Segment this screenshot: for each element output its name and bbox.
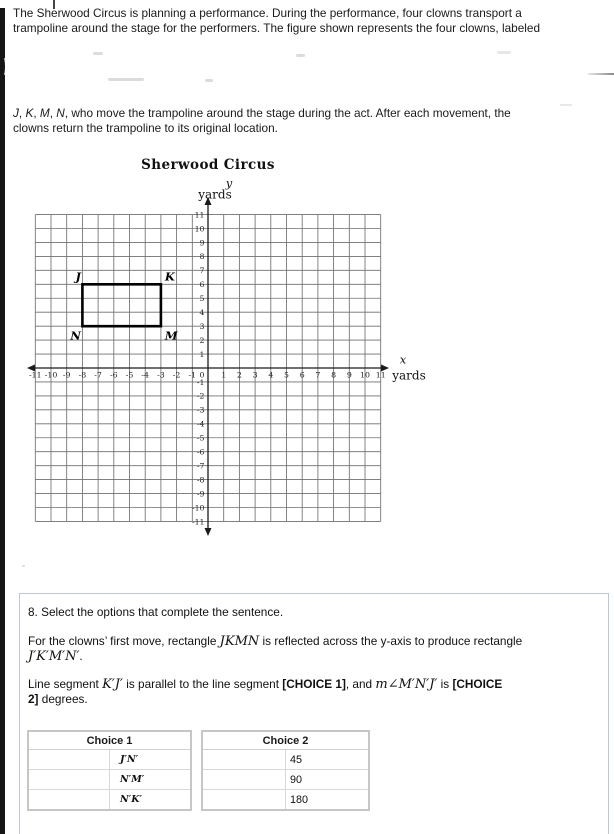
scan-artifact xyxy=(22,565,25,567)
scan-artifact xyxy=(296,54,305,57)
intro-paragraph-2: J, K, M, N, who move the trampoline around the stage during the act. After each movement, the clowns return the trampoline to its original location. xyxy=(13,106,511,135)
x-tick-label: -8 xyxy=(78,370,87,380)
y-tick-label: -5 xyxy=(196,433,205,443)
y-tick-label: 4 xyxy=(199,308,205,317)
x-tick-label: 2 xyxy=(236,370,242,380)
axis-arrow-down xyxy=(205,528,212,536)
y-tick-label: 7 xyxy=(199,266,205,276)
x-tick-label: -3 xyxy=(157,370,165,380)
question-panel xyxy=(19,593,609,834)
y-tick-label: 11 xyxy=(194,210,205,220)
y-tick-label: 5 xyxy=(199,294,205,304)
x-tick-label: -9 xyxy=(62,370,71,380)
x-tick-label: 7 xyxy=(315,370,321,380)
question-sentence-2: Line segment K′J′ is parallel to the line segment [CHOICE 1], and m∠M′N′J′ is [CHOICE 2] degrees. xyxy=(28,677,503,706)
x-tick-label: 4 xyxy=(268,370,274,380)
x-tick-label: 10 xyxy=(360,370,370,380)
choice-table-header: Choice 2 xyxy=(202,731,369,750)
x-axis-label-unit: yards xyxy=(392,368,426,383)
choice-row[interactable] xyxy=(28,790,191,811)
x-tick-label: 3 xyxy=(252,370,258,380)
option-label[interactable]: J′N′ xyxy=(110,750,192,770)
scan-artifact xyxy=(93,52,103,55)
option-selector-cell[interactable] xyxy=(28,790,110,811)
x-tick-label: -10 xyxy=(44,370,58,380)
y-tick-label: -2 xyxy=(196,391,205,401)
vertex-label-M: M xyxy=(164,328,178,343)
trampoline-rectangle xyxy=(82,284,160,326)
option-selector-cell[interactable] xyxy=(28,770,110,790)
y-tick-label: 3 xyxy=(199,321,205,331)
y-tick-label: 10 xyxy=(194,224,205,234)
vertex-label-N: N xyxy=(70,328,81,343)
x-tick-label: -7 xyxy=(94,370,102,380)
y-tick-label: -9 xyxy=(196,489,205,499)
x-tick-label: 1 xyxy=(221,370,227,380)
option-selector-cell[interactable] xyxy=(202,790,286,811)
x-tick-label: -11 xyxy=(29,370,42,380)
vertex-label-J: J xyxy=(75,269,81,284)
y-tick-label: -11 xyxy=(191,517,205,527)
vertex-label-K: K xyxy=(164,269,175,284)
y-tick-label: -3 xyxy=(196,405,205,415)
option-label[interactable]: 180 xyxy=(286,790,370,811)
choice-row[interactable] xyxy=(202,750,369,770)
intro-paragraph-1: The Sherwood Circus is planning a performance. During the performance, four clowns transport a trampoline around the stage for the performers. The figure shown represents the four clowns, labeled xyxy=(13,6,541,35)
y-axis-label-var: y xyxy=(225,176,233,190)
x-tick-label: -2 xyxy=(172,370,181,380)
scan-artifact xyxy=(588,73,614,75)
option-label[interactable]: N′K′ xyxy=(110,790,192,811)
y-tick-label: -8 xyxy=(196,475,205,485)
x-tick-label: -5 xyxy=(125,370,134,380)
y-tick-label: 8 xyxy=(199,252,205,262)
y-axis-label-unit: yards xyxy=(198,187,232,202)
x-tick-label: -1 xyxy=(188,370,197,380)
choice-2-table xyxy=(201,730,370,811)
question-sentence-1: For the clowns’ first move, rectangle JKMN is reflected across the y-axis to produce rectangle J′K′M′N′. xyxy=(28,634,523,664)
y-tick-label: -7 xyxy=(196,461,205,471)
option-selector-cell[interactable] xyxy=(202,750,286,770)
x-axis-label-var: x xyxy=(399,352,407,367)
y-tick-label: -1 xyxy=(196,377,205,387)
option-label[interactable]: 90 xyxy=(286,770,370,790)
y-tick-label: -10 xyxy=(191,503,205,513)
x-tick-label: 5 xyxy=(284,370,289,380)
y-tick-label: 1 xyxy=(199,349,205,359)
scan-artifact xyxy=(108,78,144,81)
y-tick-label: -6 xyxy=(196,447,205,457)
figure-title: Sherwood Circus xyxy=(141,157,275,173)
scan-artifact xyxy=(0,58,7,75)
option-label[interactable]: N′M′ xyxy=(110,770,192,790)
x-tick-label: 0 xyxy=(199,370,205,380)
y-tick-label: 9 xyxy=(199,238,205,248)
scan-artifact xyxy=(497,51,511,54)
coordinate-grid-figure xyxy=(26,150,456,550)
choice-row[interactable] xyxy=(28,750,191,770)
choice-table-header: Choice 1 xyxy=(28,731,191,750)
option-label[interactable]: 45 xyxy=(286,750,370,770)
scan-artifact xyxy=(0,0,9,8)
choice-row[interactable] xyxy=(28,770,191,790)
x-tick-label: -6 xyxy=(109,370,118,380)
y-tick-label: -4 xyxy=(196,419,205,429)
choice-1-table xyxy=(27,730,192,811)
x-tick-label: 8 xyxy=(331,370,337,380)
x-tick-label: 11 xyxy=(375,370,386,380)
choice-row[interactable] xyxy=(202,790,369,811)
page-edge-artifact xyxy=(0,0,5,834)
scan-artifact xyxy=(205,79,213,82)
question-prompt: 8. Select the options that complete the sentence. xyxy=(28,605,284,619)
y-tick-label: 6 xyxy=(199,280,205,290)
x-tick-label: 9 xyxy=(346,370,352,380)
y-tick-label: 2 xyxy=(199,335,205,345)
x-tick-label: -4 xyxy=(141,370,150,380)
option-selector-cell[interactable] xyxy=(28,750,110,770)
option-selector-cell[interactable] xyxy=(202,770,286,790)
choice-row[interactable] xyxy=(202,770,369,790)
x-tick-label: 6 xyxy=(299,370,305,380)
